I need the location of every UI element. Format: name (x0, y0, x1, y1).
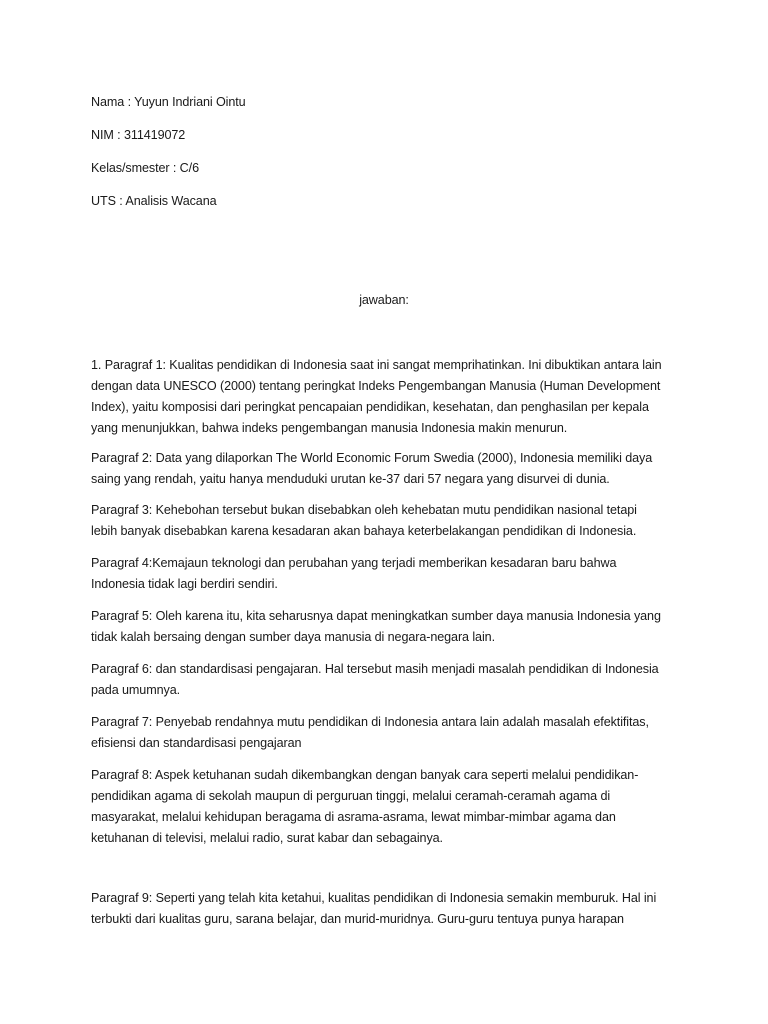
exam-title: UTS : Analisis Wacana (91, 194, 217, 208)
answer-heading: jawaban: (359, 293, 409, 307)
paragraph-7: Paragraf 7: Penyebab rendahnya mutu pendidikan di Indonesia antara lain adalah masalah efektifitas, efisiensi dan standardisasi pengajaran (91, 715, 649, 750)
paragraph-3: Paragraf 3: Kehebohan tersebut bukan disebabkan oleh kehebatan mutu pendidikan nasional tetapi lebih banyak disebabkan karena kesadaran akan bahaya keterbelakangan pendidikan di Indonesia. (91, 503, 637, 538)
paragraph-4: Paragraf 4:Kemajaun teknologi dan perubahan yang terjadi memberikan kesadaran baru bahwa Indonesia tidak lagi berdiri sendiri. (91, 556, 617, 591)
paragraph-2: Paragraf 2: Data yang dilaporkan The World Economic Forum Swedia (2000), Indonesia memiliki daya saing yang rendah, yaitu hanya menduduki urutan ke-37 dari 57 negara yang disurvei di dunia. (91, 451, 653, 486)
student-name: Nama : Yuyun Indriani Ointu (91, 95, 246, 109)
paragraph-9: Paragraf 9: Seperti yang telah kita ketahui, kualitas pendidikan di Indonesia semakin memburuk. Hal ini terbukti dari kualitas guru, sarana belajar, dan murid-muridnya. Guru-guru tentuya punya harapan (91, 891, 657, 926)
paragraph-8: Paragraf 8: Aspek ketuhanan sudah dikembangkan dengan banyak cara seperti melalui pendidikan- pendidikan agama di sekolah maupun di perguruan tinggi, melalui ceramah-ceramah agama di masyarakat, melalui kehidupan beragama di asrama-asrama, lewat mimbar-mimbar agama dan ketuhanan di televisi, melalui radio, surat kabar dan sebagainya. (91, 768, 639, 845)
paragraph-1: 1. Paragraf 1: Kualitas pendidikan di Indonesia saat ini sangat memprihatinkan. Ini dibuktikan antara lain dengan data UNESCO (2000) tentang peringkat Indeks Pengembangan Manusia (Human Development Index), yaitu komposisi dari peringkat pencapaian pendidikan, kesehatan, dan penghasilan per kepala yang menunjukkan, bahwa indeks pengembangan manusia Indonesia makin menurun. (91, 358, 662, 435)
paragraph-6: Paragraf 6: dan standardisasi pengajaran. Hal tersebut masih menjadi masalah pendidikan di Indonesia pada umumnya. (91, 662, 659, 697)
paragraph-5: Paragraf 5: Oleh karena itu, kita seharusnya dapat meningkatkan sumber daya manusia Indonesia yang tidak kalah bersaing dengan sumber daya manusia di negara-negara lain. (91, 609, 661, 644)
class-semester: Kelas/smester : C/6 (91, 161, 199, 175)
student-nim: NIM : 311419072 (91, 128, 186, 142)
